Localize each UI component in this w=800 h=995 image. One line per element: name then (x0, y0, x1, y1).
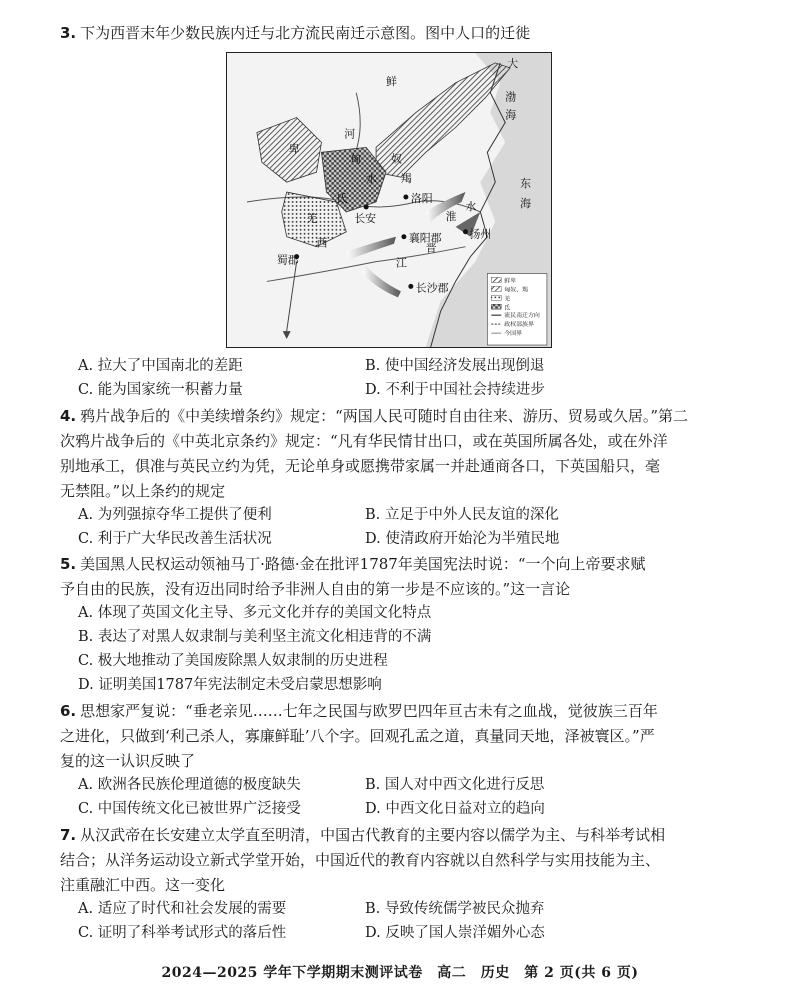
q6-option-d: D. 中西文化日益对立的趋向 (365, 801, 545, 817)
map-label: 奴 (390, 152, 402, 166)
q3-option-b: B. 使中国经济发展出现倒退 (365, 358, 545, 374)
map-label: 大 (507, 56, 519, 70)
luoyang-dot (403, 195, 408, 200)
question-5-stem-line: 5. 美国黑人民权运动领袖马丁·路德·金在批评1787年美国宪法时说：“一个向上帝要求赋 (60, 555, 646, 573)
svg-text:政权部族界: 政权部族界 (504, 321, 534, 329)
map-label: 洛阳 (410, 191, 433, 205)
svg-text:羌: 羌 (504, 295, 511, 303)
q3-option-d: D. 不利于中国社会持续进步 (365, 382, 545, 398)
question-number: 3. (60, 24, 77, 42)
svg-text:匈奴、羯: 匈奴、羯 (504, 286, 528, 294)
q7-option-d: D. 反映了国人崇洋媚外心态 (365, 925, 545, 941)
svg-text:鲜卑: 鲜卑 (504, 277, 517, 285)
map-label: 海 (505, 108, 517, 122)
map-label: 西 (316, 236, 328, 250)
map-label: 长沙郡 (415, 281, 449, 295)
question-5-stem-line: 予自由的民族，没有迈出同时给予非洲人自由的第一步是不应该的。”这一言论 (60, 580, 571, 598)
migration-map-figure (227, 53, 551, 347)
q4-option-d: D. 使清政府开始沦为半殖民地 (365, 531, 560, 547)
question-3-stem: 3. 下为西晋末年少数民族内迁与北方流民南迁示意图。图中人口的迁徙 (60, 24, 531, 42)
map-label: 扬州 (469, 227, 492, 241)
q5-option-b: B. 表达了对黑人奴隶制与美利坚主流文化相违背的不满 (78, 629, 432, 645)
question-4-stem-line: 4. 鸦片战争后的《中美续增条约》规定：“两国人民可随时自由往来、游历、贸易或久居。”第二 (60, 407, 688, 425)
map-label: 晋 (425, 241, 437, 255)
map-label: 蜀郡 (276, 253, 299, 267)
svg-text:氐: 氐 (504, 304, 511, 312)
map-label: 匈 (350, 152, 362, 166)
q6-option-b: B. 国人对中西文化进行反思 (365, 777, 545, 793)
q5-option-d: D. 证明美国1787年宪法制定未受启蒙思想影响 (78, 677, 382, 693)
migration-arrow (362, 267, 401, 298)
map-label: 江 (395, 256, 407, 270)
svg-text:今国界: 今国界 (504, 330, 523, 338)
question-number: 7. (60, 826, 77, 844)
question-number: 5. (60, 555, 77, 573)
q5-option-c: C. 极大地推动了美国废除黑人奴隶制的历史进程 (78, 653, 388, 669)
migration-arrow (346, 237, 396, 260)
map-label: 羯 (400, 172, 412, 186)
q6-option-a: A. 欧洲各民族伦理道德的极度缺失 (78, 777, 301, 793)
q3-option-c: C. 能为国家统一积蓄力量 (78, 382, 243, 398)
q7-option-b: B. 导致传统儒学被民众抛弃 (365, 901, 545, 917)
map-label: 鲜 (386, 74, 397, 88)
question-7-stem-line: 结合；从洋务运动设立新式学堂开始，中国近代的教育内容就以自然科学与实用技能为主、 (60, 851, 661, 869)
q4-option-a: A. 为列强掠夺华工提供了便利 (78, 507, 272, 523)
q5-option-a: A. 体现了英国文化主导、多元文化并存的美国文化特点 (78, 605, 432, 621)
q7-option-a: A. 适应了时代和社会发展的需要 (78, 901, 287, 917)
svg-text:流民南迁方向: 流民南迁方向 (504, 312, 540, 320)
changsha-dot (408, 284, 413, 289)
map-label: 河 (344, 127, 356, 141)
q6-option-c: C. 中国传统文化已被世界广泛接受 (78, 801, 301, 817)
map-label: 东 (520, 177, 532, 191)
migration-arrow (287, 262, 297, 332)
map-legend (487, 274, 547, 346)
map-label: 羌 (306, 211, 318, 225)
question-4-stem-line: 无禁阻。”以上条约的规定 (60, 482, 226, 500)
q4-option-b: B. 立足于中外人民友谊的深化 (365, 507, 559, 523)
map-label: 海 (520, 196, 532, 210)
yangzhou-dot (463, 229, 468, 234)
map-label: 氐 (336, 191, 348, 205)
arrow-head (283, 331, 291, 339)
q7-option-c: C. 证明了科举考试形式的落后性 (78, 925, 287, 941)
question-7-stem-line: 注重融汇中西。这一变化 (60, 876, 226, 894)
page-footer: 2024—2025 学年下学期期末测评试卷 高二 历史 第 2 页(共 6 页) (161, 965, 639, 981)
map-label: 长安 (354, 211, 377, 225)
changan-dot (364, 204, 369, 209)
question-6-stem-line: 之进化，只做到‘利己杀人，寡廉鲜耻’八个字。回观孔孟之道，真量同天地，泽被寰区。”严 (60, 727, 655, 745)
q3-option-a: A. 拉大了中国南北的差距 (78, 358, 243, 374)
question-7-stem-line: 7. 从汉武帝在长安建立太学直至明清，中国古代教育的主要内容以儒学为主、与科举考试相 (60, 826, 666, 844)
map-label: 渤 (505, 90, 517, 104)
migration-map (226, 52, 552, 348)
question-number: 6. (60, 702, 77, 720)
question-4-stem-line: 别地承工，俱准与英民立约为凭，无论单身或愿携带家属一并赴通商各口，下英国船只，毫 (60, 457, 661, 475)
map-label: 水 (366, 172, 378, 186)
question-4-stem-line: 次鸦片战争后的《中英北京条约》规定：“凡有华民情甘出口，或在英国所属各处，或在外洋 (60, 432, 668, 450)
question-6-stem-line: 6. 思想家严复说：“垂老亲见……七年之民国与欧罗巴四年亘古未有之血战，觉彼族三百年 (60, 702, 658, 720)
map-label: 卑 (288, 142, 300, 156)
question-6-stem-line: 复的这一认识反映了 (60, 752, 196, 770)
map-label: 水 (465, 199, 477, 213)
question-number: 4. (60, 407, 77, 425)
map-label: 淮 (445, 209, 457, 223)
xiangyang-dot (401, 234, 406, 239)
map-label: 襄阳郡 (408, 231, 442, 245)
q4-option-c: C. 利于广大华民改善生活状况 (78, 531, 272, 547)
